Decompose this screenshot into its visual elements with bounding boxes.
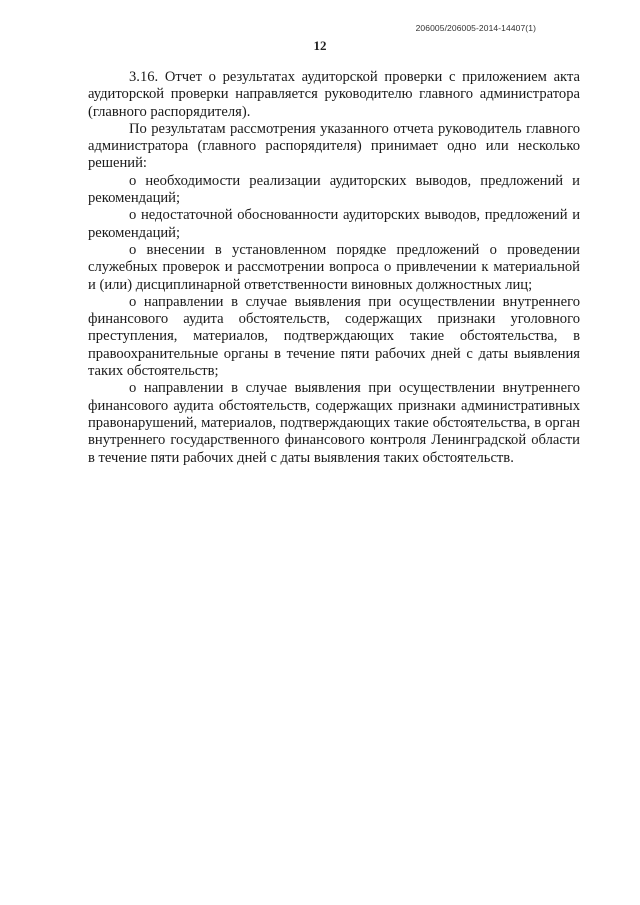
paragraph-decisions-intro: По результатам рассмотрения указанного отчета руководитель главного администратора (главного распорядителя) принимает одно или несколько решений:	[88, 120, 580, 172]
decision-item: о необходимости реализации аудиторских выводов, предложений и рекомендаций;	[88, 172, 580, 207]
document-body	[88, 69, 580, 467]
decision-item: о недостаточной обоснованности аудиторских выводов, предложений и рекомендаций;	[88, 207, 580, 241]
decision-item: о внесении в установленном порядке предложений о проведении служебных проверок и рассмотрении вопроса о привлечении к материальной и (или) дисциплинарной ответственности виновных должностных лиц;	[88, 241, 580, 293]
page-number: 12	[313, 38, 327, 53]
decision-item: о направлении в случае выявления при осуществлении внутреннего финансового аудита обстоятельств, содержащих признаки уголовного преступления, материалов, подтверждающих такие обстоятельства, в правоохранительные органы в течение пяти рабочих дней с даты выявления таких обстоятельств;	[88, 293, 580, 380]
decision-item: о направлении в случае выявления при осуществлении внутреннего финансового аудита обстоятельств, содержащих признаки административных правонарушений, материалов, подтверждающих такие обстоятельства, в орган внутреннего государственного финансового контроля Ленинградской области в течение пяти рабочих дней с даты выявления таких обстоятельств.	[88, 380, 580, 466]
document-id: 206005/206005-2014-14407(1)	[415, 23, 536, 33]
paragraph-3-16: 3.16. Отчет о результатах аудиторской проверки с приложением акта аудиторской проверки направляется руководителю главного администратора (главного распорядителя).	[88, 69, 580, 120]
